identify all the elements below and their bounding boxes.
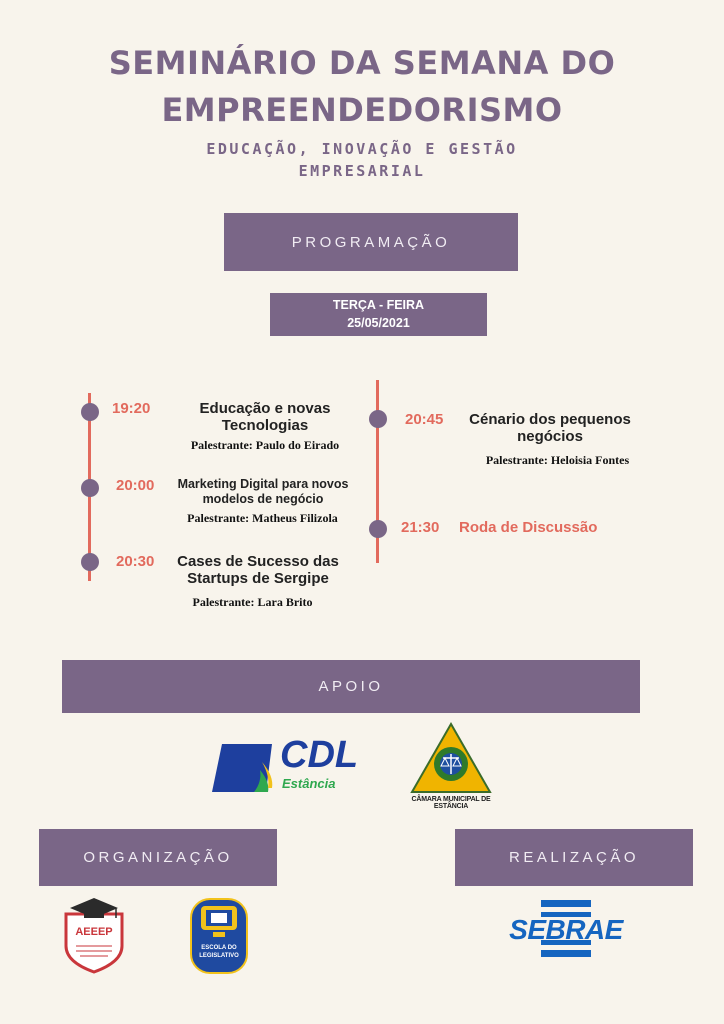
cdl-logo [210,734,359,795]
camara-name: CÂMARA MUNICIPAL DE ESTÂNCIA [411,796,491,810]
talk-title [460,411,640,445]
realizacao-banner [455,829,693,886]
timeline-dot [369,520,387,538]
timeline-dot [81,553,99,571]
computer-icon [199,904,239,940]
aeeep-logo [60,896,128,974]
timeline-dot [369,410,387,428]
speaker-label: Palestrante: Paulo do Eirado [190,438,340,452]
date-banner [270,293,487,336]
talk-title-line: modelos de negócio [202,492,324,506]
talk-title [160,400,370,434]
escola-name-line: LEGISLATIVO [199,953,239,959]
talk-title-line: Educação e novas [199,400,331,417]
talk-title [160,553,356,587]
talk-title-line: negócios [517,428,583,445]
escola-legislativo-logo [190,898,248,974]
page-title-line1: SEMINÁRIO DA SEMANA DO [108,44,616,82]
organizacao-banner [39,829,277,886]
timeline-dot [81,403,99,421]
realizacao-label: REALIZAÇÃO [508,849,640,866]
time-label: 19:20 [112,400,151,417]
talk-title-line: Marketing Digital para novos [177,477,349,491]
camara-logo [400,722,502,808]
subtitle-line2: EMPRESARIAL [298,162,426,180]
aeeep-name: AEEEP [75,926,113,938]
escola-name-line: ESCOLA DO [201,945,237,951]
talk-title [163,477,363,507]
sebrae-name: SEBRAE [509,914,623,945]
speaker-label: Palestrante: Matheus Filizola [187,511,338,525]
apoio-label: APOIO [318,678,384,695]
organizacao-label: ORGANIZAÇÃO [83,849,233,866]
day-label: TERÇA - FEIRA [332,298,425,312]
talk-title-line: Cases de Sucesso das [177,553,339,570]
talk-title-line: Cénario dos pequenos [469,411,631,428]
cdl-city: Estância [282,776,336,791]
time-label: 20:45 [405,411,444,428]
timeline-dot [81,479,99,497]
cdl-mark-icon [210,742,280,794]
programacao-banner [224,213,518,271]
time-label: 20:30 [116,553,155,570]
time-label: 20:00 [116,477,155,494]
programacao-label: PROGRAMAÇÃO [291,233,451,251]
sebrae-logo [505,896,627,962]
speaker-label: Palestrante: Heloisia Fontes [485,453,630,467]
talk-title-line: Startups de Sergipe [187,570,329,587]
talk-title: Roda de Discussão [459,519,598,536]
apoio-banner [62,660,640,713]
date-label: 25/05/2021 [347,316,410,330]
cdl-name: CDL [280,734,359,776]
page-title-line2: EMPREENDEDORISMO [161,91,563,129]
speaker-label: Palestrante: Lara Brito [192,595,313,609]
camara-crest-icon [400,722,502,796]
subtitle-line1: EDUCAÇÃO, INOVAÇÃO E GESTÃO [206,140,518,158]
time-label: 21:30 [401,519,440,536]
talk-title-line: Tecnologias [221,417,309,434]
escola-name [190,944,248,960]
